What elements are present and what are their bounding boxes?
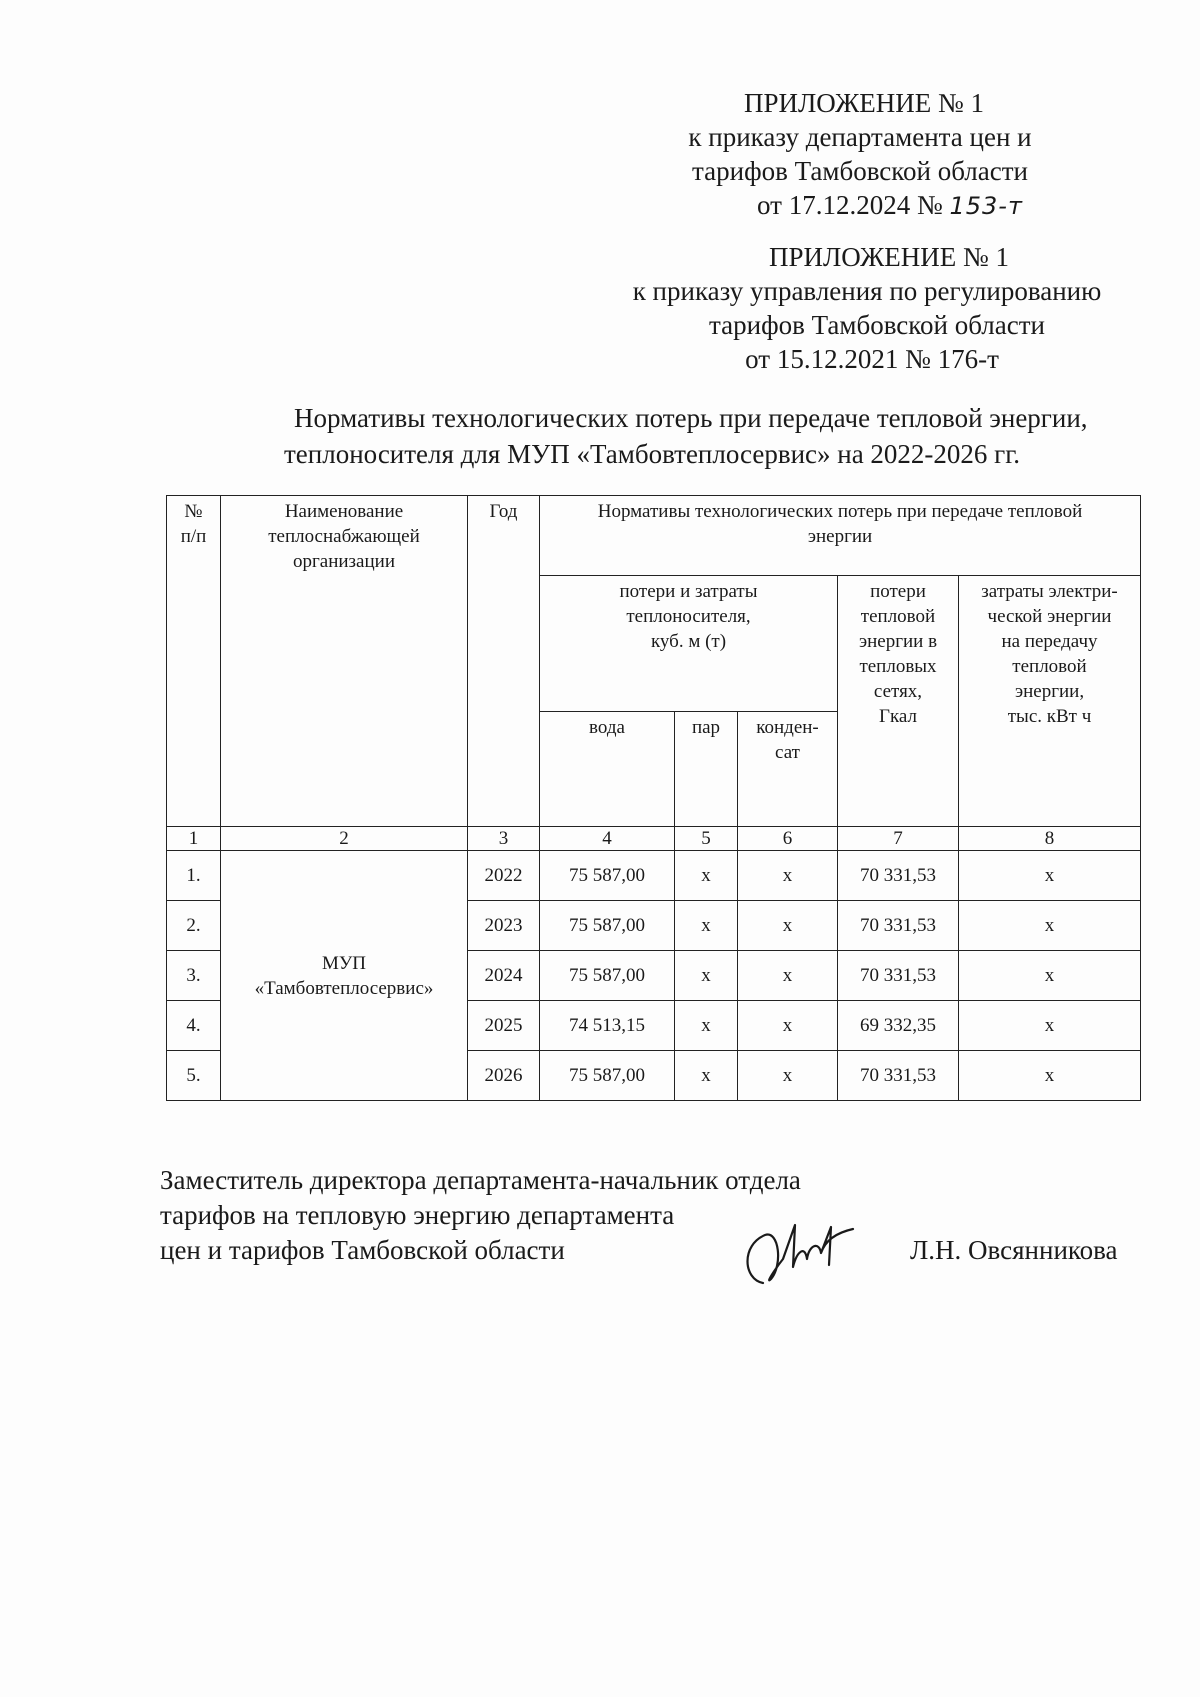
row-water: 74 513,15 <box>540 1001 675 1051</box>
header-original-line2: тарифов Тамбовской области <box>709 310 1045 340</box>
row-heat-loss: 69 332,35 <box>838 1001 959 1051</box>
col-header-org <box>221 496 468 827</box>
col-header-condensate <box>738 712 838 827</box>
row-steam: x <box>675 901 738 951</box>
row-steam: x <box>675 1001 738 1051</box>
col-header-group <box>540 496 1141 576</box>
col-header-coolant-line: куб. м (т) <box>650 631 727 652</box>
row-year: 2022 <box>468 851 540 901</box>
col-header-num-line: № <box>184 501 203 522</box>
col-header-org-line: Наименование <box>284 501 404 522</box>
col-header-num-line: п/п <box>180 526 207 547</box>
row-electric: x <box>959 1001 1141 1051</box>
row-condensate: x <box>738 1001 838 1051</box>
signatory-position-line2: тарифов на тепловую энергию департамента <box>160 1200 675 1230</box>
signatory-position-line1: Заместитель директора департамента-начальник отдела <box>160 1165 801 1195</box>
document-title-line1: Нормативы технологических потерь при передаче тепловой энергии, <box>294 403 1088 433</box>
header-current-date-text: от 17.12.2024 № <box>757 190 943 220</box>
col-header-electric-line: ческой энергии <box>987 606 1112 627</box>
row-year: 2025 <box>468 1001 540 1051</box>
row-condensate: x <box>738 851 838 901</box>
header-original <box>612 240 1122 376</box>
standards-table <box>166 495 1141 1101</box>
column-number: 1 <box>167 827 221 851</box>
col-header-group-line: Нормативы технологических потерь при передаче тепловой <box>597 501 1083 522</box>
col-header-coolant-line: теплоносителя, <box>626 606 751 627</box>
col-header-heat-loss-line: тепловых <box>859 656 937 677</box>
row-year: 2024 <box>468 951 540 1001</box>
row-electric: x <box>959 951 1141 1001</box>
header-row-1 <box>167 496 1141 576</box>
header-current <box>640 86 1080 223</box>
row-electric: x <box>959 901 1141 951</box>
handwritten-order-number: 153-т <box>949 192 1023 220</box>
header-original-title: ПРИЛОЖЕНИЕ № 1 <box>768 242 1010 272</box>
col-header-heat-loss-line: тепловой <box>860 606 936 627</box>
column-number: 6 <box>738 827 838 851</box>
row-heat-loss: 70 331,53 <box>838 951 959 1001</box>
row-heat-loss: 70 331,53 <box>838 851 959 901</box>
column-number: 4 <box>540 827 675 851</box>
row-number: 2. <box>167 901 221 951</box>
col-header-coolant <box>540 576 838 712</box>
column-number: 8 <box>959 827 1141 851</box>
organization-name-line: «Тамбовтеплосервис» <box>254 977 434 999</box>
col-header-electric-line: затраты электри- <box>981 581 1118 602</box>
row-condensate: x <box>738 1051 838 1101</box>
header-current-date <box>640 188 1080 223</box>
col-header-heat-loss-line: энергии в <box>858 631 938 652</box>
col-header-electric-line: энергии, <box>1014 681 1085 702</box>
col-header-org-line: теплоснабжающей <box>268 526 420 547</box>
header-current-title: ПРИЛОЖЕНИЕ № 1 <box>743 88 985 118</box>
col-header-condensate-line: сат <box>775 742 800 763</box>
col-header-steam: пар <box>675 712 738 827</box>
row-water: 75 587,00 <box>540 901 675 951</box>
col-header-org-line: организации <box>292 551 395 572</box>
row-number: 3. <box>167 951 221 1001</box>
col-header-num <box>167 496 221 827</box>
row-number: 1. <box>167 851 221 901</box>
col-header-heat-loss-line: Гкал <box>878 706 917 727</box>
row-year: 2026 <box>468 1051 540 1101</box>
col-header-coolant-line: потери и затраты <box>619 581 758 602</box>
organization-name-line: МУП <box>321 952 367 974</box>
col-header-heat-loss-line: потери <box>870 581 926 602</box>
row-heat-loss: 70 331,53 <box>838 901 959 951</box>
col-header-electric-line: тепловой <box>1012 656 1087 677</box>
col-header-heat-loss-line: сетях, <box>873 681 923 702</box>
signatory-position <box>160 1163 801 1268</box>
row-condensate: x <box>738 951 838 1001</box>
table-row <box>167 851 1141 901</box>
document-title <box>270 400 1140 472</box>
col-header-heat-loss <box>838 576 959 827</box>
organization-name <box>221 851 468 1101</box>
column-number-row <box>167 827 1141 851</box>
signatory-position-line3: цен и тарифов Тамбовской области <box>160 1235 565 1265</box>
column-number: 2 <box>221 827 468 851</box>
col-header-electric-line: на передачу <box>1001 631 1098 652</box>
header-original-date: от 15.12.2021 № 176-т <box>745 344 999 374</box>
row-steam: x <box>675 951 738 1001</box>
column-number: 7 <box>838 827 959 851</box>
column-number: 5 <box>675 827 738 851</box>
row-condensate: x <box>738 901 838 951</box>
signatory-name: Л.Н. Овсянникова <box>910 1235 1118 1265</box>
row-steam: x <box>675 851 738 901</box>
col-header-year: Год <box>468 496 540 827</box>
row-heat-loss: 70 331,53 <box>838 1051 959 1101</box>
column-number: 3 <box>468 827 540 851</box>
row-steam: x <box>675 1051 738 1101</box>
col-header-condensate-line: конден- <box>756 717 819 738</box>
handwritten-signature <box>735 1205 885 1295</box>
col-header-water: вода <box>540 712 675 827</box>
row-number: 4. <box>167 1001 221 1051</box>
row-water: 75 587,00 <box>540 951 675 1001</box>
row-electric: x <box>959 851 1141 901</box>
header-current-line2: тарифов Тамбовской области <box>692 156 1028 186</box>
row-number: 5. <box>167 1051 221 1101</box>
row-electric: x <box>959 1051 1141 1101</box>
header-original-line1: к приказу управления по регулированию <box>632 276 1102 306</box>
col-header-electric-line: тыс. кВт ч <box>1007 706 1092 727</box>
row-year: 2023 <box>468 901 540 951</box>
header-current-line1: к приказу департамента цен и <box>688 122 1032 152</box>
row-water: 75 587,00 <box>540 1051 675 1101</box>
document-title-line2: теплоносителя для МУП «Тамбовтеплосервис» на 2022-2026 гг. <box>284 439 1021 469</box>
col-header-electric <box>959 576 1141 827</box>
row-water: 75 587,00 <box>540 851 675 901</box>
col-header-group-line: энергии <box>807 526 873 547</box>
